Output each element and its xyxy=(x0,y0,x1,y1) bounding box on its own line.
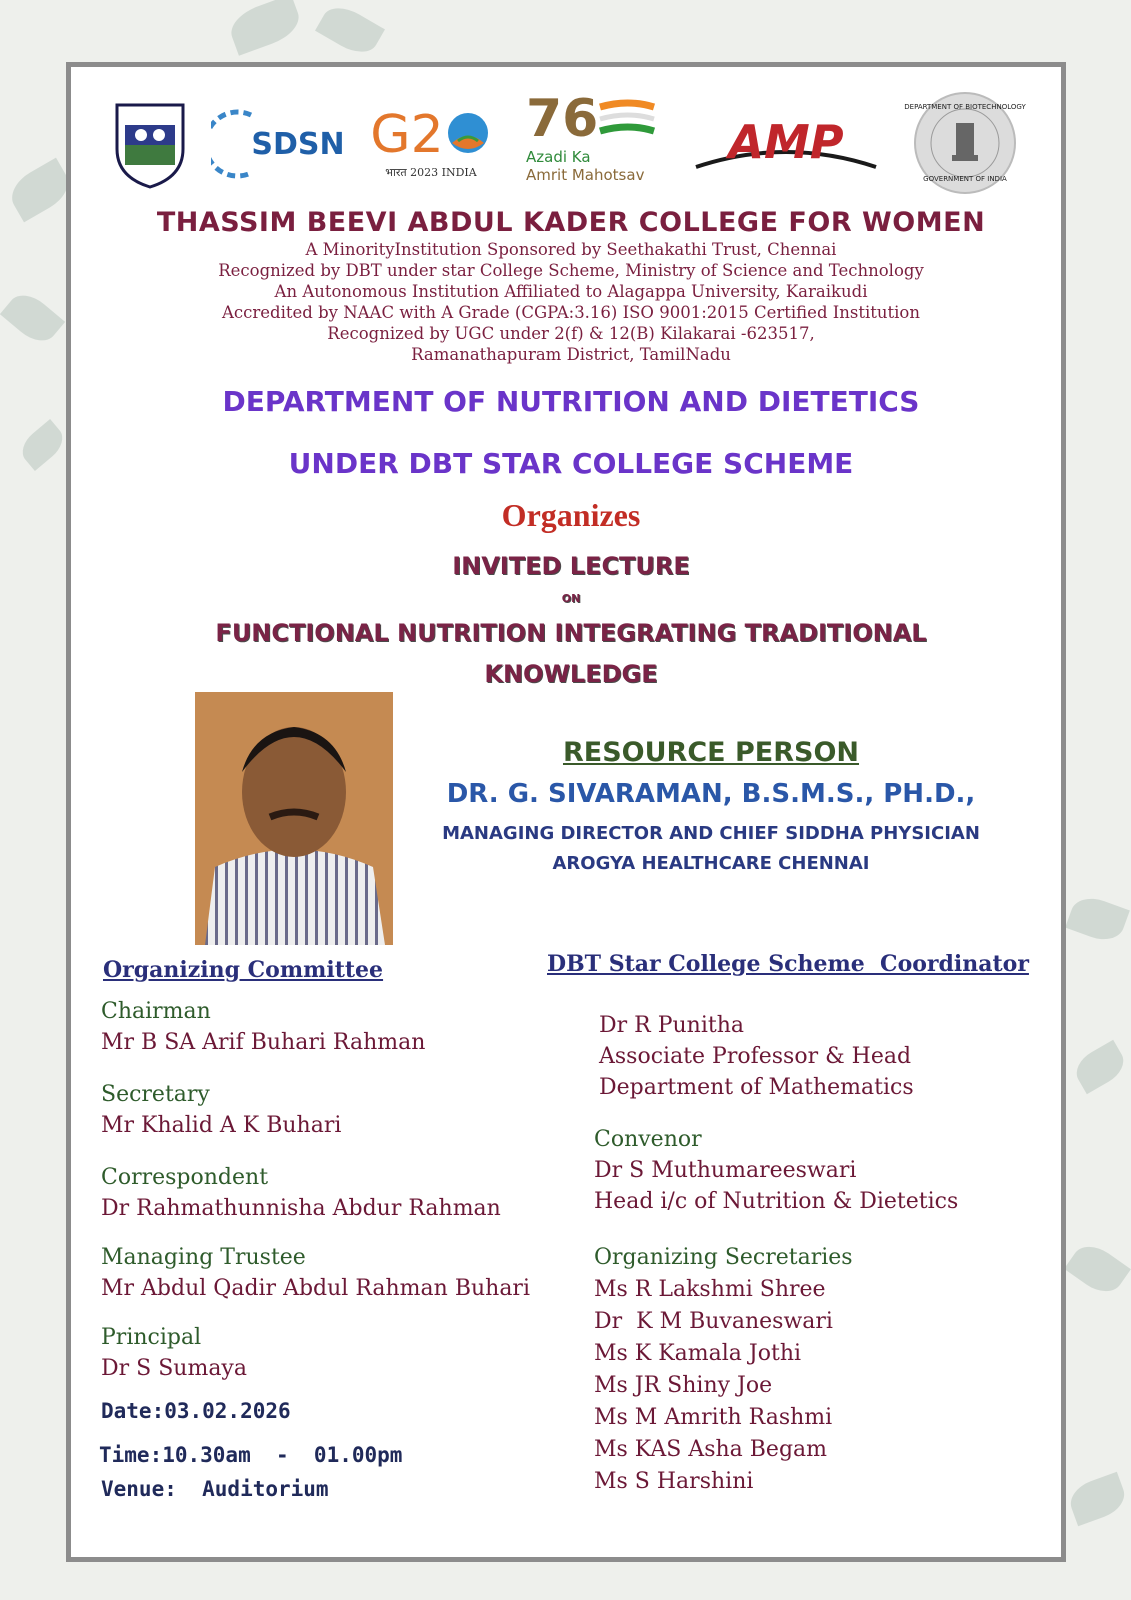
committee-name: Mr Abdul Qadir Abdul Rahman Buhari xyxy=(101,1276,530,1301)
coordinator-name: Dr R Punitha xyxy=(599,1013,745,1038)
resource-person-photo xyxy=(195,692,393,945)
college-crest-logo xyxy=(111,99,189,189)
organizing-committee-heading: Organizing Committee xyxy=(103,957,384,983)
organizes-label: Organizes xyxy=(501,497,641,533)
convenor-name: Dr S Muthumareeswari xyxy=(594,1158,857,1183)
amp-logo xyxy=(686,97,886,187)
college-line: Recognized by DBT under star College Scheme, Ministry of Science and Technology xyxy=(218,261,924,280)
leaf-decoration xyxy=(1070,1040,1130,1094)
committee-name: Dr S Sumaya xyxy=(101,1356,247,1381)
committee-name: Dr Rahmathunnisha Abdur Rahman xyxy=(101,1196,501,1221)
committee-role: Chairman xyxy=(101,999,211,1024)
secretary-name: Dr K M Buvaneswari xyxy=(594,1309,833,1334)
secretary-name: Ms S Harshini xyxy=(594,1469,754,1494)
secretary-name: Ms R Lakshmi Shree xyxy=(594,1277,826,1302)
event-venue: Venue: Auditorium xyxy=(101,1477,329,1501)
secretary-name: Ms K Kamala Jothi xyxy=(594,1341,802,1366)
sdsn-text: SDSN xyxy=(251,126,345,162)
committee-role: Secretary xyxy=(101,1082,210,1107)
leaf-decoration xyxy=(315,0,385,61)
resource-person-role: MANAGING DIRECTOR AND CHIEF SIDDHA PHYSICIAN xyxy=(442,823,980,844)
dbt-seal-logo xyxy=(901,89,1029,197)
committee-role: Managing Trustee xyxy=(101,1245,306,1270)
lecture-on: ON xyxy=(561,592,581,605)
college-line: Accredited by NAAC with A Grade (CGPA:3.16) ISO 9001:2015 Certified Institution xyxy=(221,303,920,322)
convenor-title: Head i/c of Nutrition & Dietetics xyxy=(594,1189,959,1214)
event-time: Time:10.30am - 01.00pm xyxy=(99,1443,403,1467)
college-name: THASSIM BEEVI ABDUL KADER COLLEGE FOR WOMEN xyxy=(156,207,986,238)
poster-frame xyxy=(66,62,1066,1562)
coordinator-heading: DBT Star College Scheme Coordinator xyxy=(547,951,1029,977)
committee-role: Principal xyxy=(101,1325,202,1350)
college-line: A MinorityInstitution Sponsored by Seethakathi Trust, Chennai xyxy=(305,240,837,259)
dbt-ring-text: DEPARTMENT OF BIOTECHNOLOGY xyxy=(904,103,1026,111)
department-title: DEPARTMENT OF NUTRITION AND DIETETICS xyxy=(222,385,920,418)
g20-sub: भारत 2023 INDIA xyxy=(385,165,477,179)
committee-name: Mr B SA Arif Buhari Rahman xyxy=(101,1030,426,1055)
leaf-decoration xyxy=(0,287,65,350)
azadi-line1: Azadi Ka xyxy=(526,148,591,166)
globe-lotus-icon xyxy=(444,111,492,159)
event-date: Date:03.02.2026 xyxy=(101,1399,291,1423)
convenor-label: Convenor xyxy=(594,1127,702,1152)
resource-person-heading: RESOURCE PERSON xyxy=(562,737,860,768)
azadi-number: 76 xyxy=(526,89,599,149)
lecture-topic: KNOWLEDGE xyxy=(484,660,658,688)
organizing-secretaries-label: Organizing Secretaries xyxy=(594,1245,853,1270)
committee-name: Mr Khalid A K Buhari xyxy=(101,1113,342,1138)
coordinator-title: Associate Professor & Head xyxy=(599,1044,912,1069)
secretary-name: Ms JR Shiny Joe xyxy=(594,1373,773,1398)
college-line: Ramanathapuram District, TamilNadu xyxy=(411,345,731,364)
sdsn-logo xyxy=(211,107,361,181)
coordinator-department: Department of Mathematics xyxy=(599,1075,914,1100)
dbt-bottom-text: GOVERNMENT OF INDIA xyxy=(923,175,1007,183)
flag-stripes-icon xyxy=(598,99,656,139)
leaf-decoration xyxy=(1065,892,1130,947)
secretary-name: Ms M Amrith Rashmi xyxy=(594,1405,833,1430)
g20-text: G2 xyxy=(370,104,444,165)
college-line: An Autonomous Institution Affiliated to Alagappa University, Karaikudi xyxy=(274,282,868,301)
committee-role: Correspondent xyxy=(101,1165,269,1190)
azadi-ka-amrit-mahotsav-logo xyxy=(526,83,676,193)
college-line: Recognized by UGC under 2(f) & 12(B) Kilakarai -623517, xyxy=(327,324,815,343)
resource-person-org: AROGYA HEALTHCARE CHENNAI xyxy=(552,853,870,874)
g20-logo xyxy=(361,97,501,187)
azadi-line2: Amrit Mahotsav xyxy=(526,166,645,184)
lecture-topic: FUNCTIONAL NUTRITION INTEGRATING TRADITIONAL xyxy=(215,619,927,647)
lecture-title: INVITED LECTURE xyxy=(452,552,690,580)
amp-text: AMP xyxy=(728,115,844,169)
leaf-decoration xyxy=(16,419,70,471)
leaf-decoration xyxy=(1065,1472,1130,1527)
leaf-decoration xyxy=(225,0,304,56)
secretary-name: Ms KAS Asha Begam xyxy=(594,1437,828,1462)
resource-person-name: DR. G. SIVARAMAN, B.S.M.S., PH.D., xyxy=(446,779,976,809)
scheme-title: UNDER DBT STAR COLLEGE SCHEME xyxy=(288,447,854,480)
leaf-decoration xyxy=(1064,1238,1131,1301)
